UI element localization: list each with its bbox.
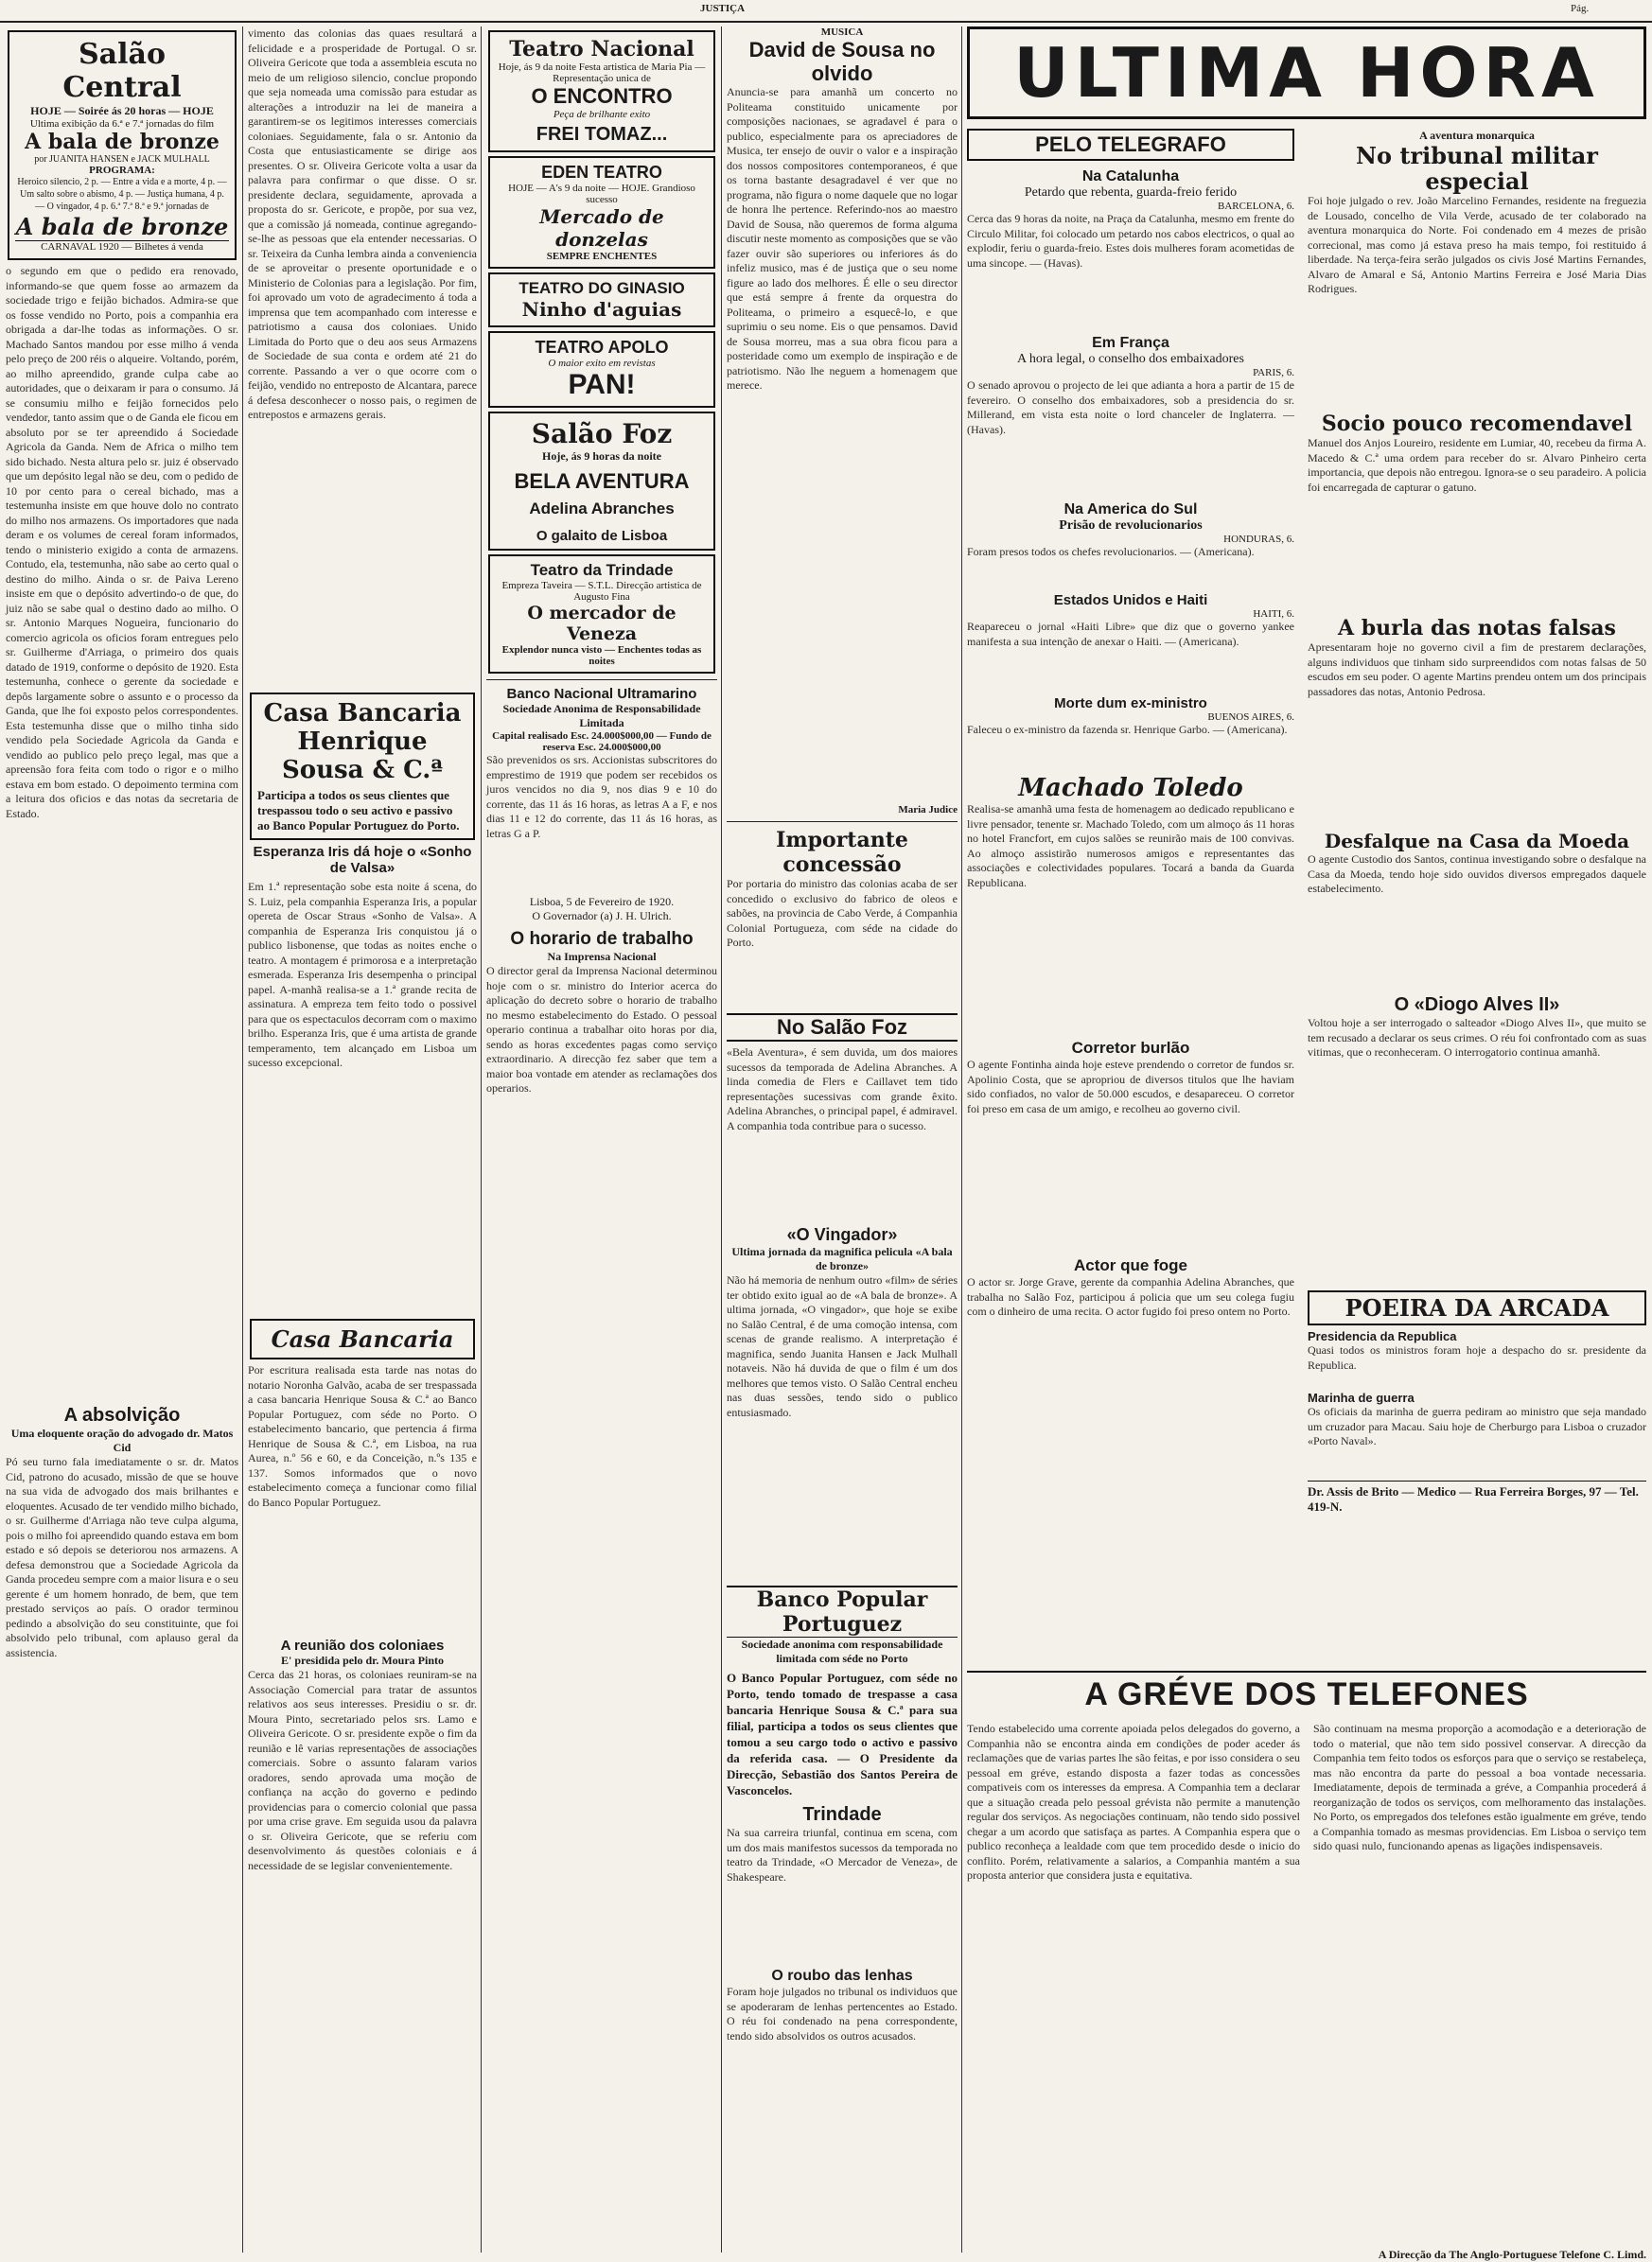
article-body: Voltou hoje a ser interrogado o salteador «Diogo Alves II», que muito se tem recusado a declarar os seus crimes. O réu foi confrontado com as suas vitimas, que o reconheceram. O interrogatorio continua amanhã. [1308, 1016, 1646, 1059]
article-body: vimento das colonias das quaes resultará a felicidade e a prosperidade de Portugal. O sr. Oliveira Gericote que toda a assembleia escuta no meio de um religioso silencio, conclue propondo que seja nomeada uma comissão para estudar as alterações a introduzir na lei de maneira a garantirem-se os legitimos interesses comerciais coloniaes. Seguidamente, fala o sr. Antonio da Costa que entusiasticamente se dirige aos presentes. O sr. Oliveira Gericote volta a usar da palavra para confirmar o que disse. O sr. presidente declara, seguidamente, aprovada a proposta do sr. Gericote, e propõe, por sua vez, que a comissão já nomeada, continue agregando-se-lhe as pessoas que ela entender necessarias. O sr. Teixeira da Cunha lembra ainda a conveniencia de se aproveitar o presente oportunidade e o Ministerio de Colonias para a legislação. Por fim, foi aprovado um voto de agradecimento á toda a imprensa que tem acompanhado com interesse e patriotismo a causa dos coloniaes. Unido Limitada do Porto que o deu aos seus Armazens de Sociedade de sua conta e ordem até 21 do corrente. Passando a ver o que ocorre com o feijão, vendido no entreposto de Alcantara, parece á defesa desconhecer o nosso pais, o regimen de entrepostos e armazens gerais. [248, 26, 477, 421]
trindade-title: Teatro da Trindade [530, 561, 674, 579]
absolvicao-title: A absolvição [63, 1405, 181, 1426]
apolo-play: PAN! [568, 369, 636, 400]
article-body: O agente Custodio dos Santos, continua investigando sobre o desfalque na Casa da Moeda, tendo hoje sido ouvidos diversos empregados daquele estabelecimento. [1308, 852, 1646, 895]
marinha-title: Marinha de guerra [1308, 1391, 1415, 1405]
banco-ultra-title: Banco Nacional Ultramarino [506, 686, 697, 702]
article-body: São prevenidos os srs. Accionistas subscritores do emprestimo de 1919 que podem ser recebidos os juros vencidos no dia 9, nos dias 9 e 10 do corrente, das 11 ás 16 horas, as letras A a F, e nos dias 11 e 12 do corrente, das 11 ás 16 horas, as letras G a P. [486, 753, 717, 840]
telegrafo-title: PELO TELEGRAFO [967, 129, 1294, 161]
column-rule [242, 26, 243, 2253]
salao-foz-play: BELA AVENTURA [514, 469, 690, 493]
article-body: Reapareceu o jornal «Haiti Libre» que diz que o governo yankee manifesta a sua intenção de anexar o Haiti. — (Americana). [967, 620, 1294, 648]
eden-sub: HOJE — A's 9 da noite — HOJE. Grandioso sucesso [508, 183, 695, 205]
poeira-title: POEIRA DA ARCADA [1308, 1290, 1646, 1325]
eden-title: EDEN TEATRO [541, 163, 662, 182]
ultima-hora-banner [967, 26, 1646, 119]
greve-signature: A Direcção da The Anglo-Portuguese Telefone C. Limd. [1378, 2248, 1646, 2261]
colonias-subtitle: E' presidida pelo dr. Moura Pinto [280, 1654, 445, 1667]
article-body: Pó seu turno fala imediatamente o sr. dr. Matos Cid, patrono do acusado, missão de que se houve na sua vida de advogado dos mais brilhantes e eloquentes. Acusado de ter vendido milho bichado, o sr. Guilherme d'Arriaga não teve culpa alguma, pois o milho foi apreendido quando estava em bom estado e só depois se deteriorou nos armazens. A defesa demonstrou que a Sociedade Agricola da Ganda procedeu sempre com a maior lisura e o seu gerente é um homem honrado, de bem, que tem prestado serviços ao país. O orador terminou pedindo a absolvição do seu constituinte, que foi absolvido pelo tribunal, com aplauso geral da assistencia. [6, 1455, 238, 1659]
concessao-title: Importante concessão [776, 828, 908, 877]
salao-foz-ad [488, 412, 715, 551]
teatro-nacional-play: O ENCONTRO [531, 84, 673, 108]
article-body: Manuel dos Anjos Loureiro, residente em Lumiar, 40, recebeu da firma A. Macedo & C.ª uma ordem para receber do sr. Alvaro Pinheiro certa importancia, que depois não entregou. Ignora-se o seu paradeiro. A policia foi encarregada de capturar o gatuno. [1308, 436, 1646, 494]
banco-ultra-governor: O Governador (a) J. H. Ulrich. [532, 909, 672, 922]
america-sul-title: Na America do Sul [1063, 501, 1198, 517]
column-1 [6, 26, 238, 2253]
socio-title: Socio pouco recomendavel [1321, 412, 1633, 436]
ginasio-ad [488, 272, 715, 327]
article-body: O senado aprovou o projecto de lei que adianta a hora a partir de 15 de fevereiro. O conselho dos embaixadores, sob a presidencia do sr. Millerand, em vista esta noite o lord chanceler de Inglaterra. — (Havas). [967, 378, 1294, 436]
barcelona-date: BARCELONA, 6. [1218, 201, 1294, 212]
exministro-title: Morte dum ex-ministro [1054, 695, 1207, 711]
article-body: Foram presos todos os chefes revolucionarios. — (Americana). [967, 545, 1255, 558]
article-body: Tendo estabelecido uma corrente apoiada pelos delegados do governo, a Companhia não se encontra ainda em condições de poder aceder ás reclamações que de varias partes lhe são feitas, e por isso considera o seu pessoal em gréve, estando disposta a fazer todas as concessões compativeis com os interesses da empresa. A Companhia tem a declarar que a situação creada pelo pessoal grévista não permite a manutenção regular dos serviços. As negociações continuam, não tendo sido possivel chegar a um acordo que satisfaça as partes. A Companhia espera que o publico reconheça a lealdade com que tem procedido desde o inicio do conflito. Porém, relativamente a salarios, a Companhia mantém a sua proposta anterior que considera justa e equitativa. [967, 1722, 1300, 1882]
burla-title: A burla das notas falsas [1338, 616, 1616, 640]
film-cast: por JUANITA HANSEN e JACK MULHALL [34, 154, 210, 165]
vingador-title: «O Vingador» [786, 1225, 898, 1244]
teatro-nacional-ad [488, 30, 715, 152]
casa-bancaria-title: Casa Bancaria [271, 1325, 454, 1353]
article-body: O agente Fontinha ainda hoje esteve prendendo o corretor de fundos sr. Apolinio Costa, que se apropriou de diversos titulos que lhe haviam sido confiados, no valor de 50.000 escudos, e desapareceu. O corretor foi preso em casa de um amigo, e recolheu ao governo civil. [967, 1058, 1294, 1115]
banco-pop-subtitle: Sociedade anonima com responsabilidade limitada com séde no Porto [741, 1638, 943, 1665]
presidencia-title: Presidencia da Republica [1308, 1329, 1457, 1343]
ultima-hora-title: ULTIMA HORA [1013, 33, 1600, 113]
film-title: A bala de bronze [25, 130, 220, 154]
america-sul-sub: Prisão de revolucionarios [1059, 518, 1203, 533]
article-body: o segundo em que o pedido era renovado, informando-se que quem fosse ao armazem da sociedade trigo e feijão bichados. Admira-se que os fosse vendido no Porto, pois a companhia era obrigada a dar-lhe todas as informações. O sr. Machado Santos mandou por esse milho á venda pelo preço de 200 réis o alqueire. Voltando, porém, ao milho apreendido, grande culpa cabe ao autoridades, que o deixaram ir para o consumo. Já se consumiu milho e feijão fornecidos pelo vendedor, tanto assim que o de Ganda ele ficou em absoluto por se ter apreendido á Sociedade Agricola da Ganda. Nem de Africa o milho tem sido bichado. Nesta altura pelo sr. juiz é observado que um depósito legal não se deu, com o pedido de 10 por cento para o cereal bichado, mas a testemunha insiste em que houve dolo no contrato do milho nos armazens. Os importadores que nada deram e os volumes de cereal foram informados, tendo o ministerio exigido a conta de armazens. Contudo, ela, testemunha, não sabe ao certo qual o destino do milho. Ainda o sr. de Paiva Lereno insiste em que o depósito advertindo-o de que, do juiz não se sabe qual o destino dado ao milho. O sr. Antonio Marques Nogueira, funcionario do comercio agricola os oficios foram entregues pelo sr. Guilherme d'Arriaga, o primeiro dos quais datado de 1919, conforme o depósito de 1920. Esta testemunha, conhece o gerente da sociedade e depôs largamente sobre o assunto e o processo da Ganda, que lhe foi exposto pelos correspondentes. Esta testemunha disse que o milho tinha sido vendido pela Sociedade Agricola da Ganda e vendido ao publico pelo preço legal, mas que a apreensão fora feita com todo o rigor e o milho estava em bom estado. O depoimento termina com a leitura dos oficios e das notas da secretaria de Estado. [6, 264, 238, 820]
banco-ultra-sub: Sociedade Anonima de Responsabilidade Limitada [502, 702, 701, 729]
column-rule [961, 26, 962, 2253]
salao-central-line1: HOJE — Soirée ás 20 horas — HOJE [30, 104, 214, 117]
article-body: Foi hoje julgado o rev. João Marcelino Fernandes, residente na freguezia de Lousado, concelho de Vila Verde, acusado de ter colaborado na aventura monarquica do Norte. Foi condenado em 4 mezes de prisão correcional, mas como já estava preso ha mais tempo, foi restituido á liberdade. Na terça-feira serão julgados os civis José Martins Fernandes, Alvaro de Amaral e Sá, Antonio Martins Ferreira e José Maria Dias Rodrigues. [1308, 194, 1646, 295]
honduras-date: HONDURAS, 6. [1223, 534, 1294, 545]
teatro-nacional-sub: Hoje, ás 9 da noite Festa artistica de Maria Pia — Representação unica de [498, 61, 706, 84]
catalunha-title: Na Catalunha [1081, 168, 1180, 184]
article-body: O director geral da Imprensa Nacional determinou hoje com o sr. ministro do Interior acerca do aplicação do decreto sobre o horario de trabalho no mesmo estabelecimento do Estado. O pessoal operario continua a trabalhar oito horas por dia, sendo as horas excedentes pagas como serviço extraordinario. A direcção fez saber que tem a maior boa vontade em atender as reclamações dos operarios. [486, 964, 717, 1095]
ginasio-title: TEATRO DO GINASIO [518, 279, 685, 297]
eden-ad [488, 156, 715, 269]
horario-title: O horario de trabalho [510, 929, 694, 949]
greve-title: A GRÉVE DOS TELEFONES [967, 1671, 1646, 1713]
article-body: Quasi todos os ministros foram hoje a despacho do sr. presidente da Republica. [1308, 1343, 1646, 1372]
david-title: David de Sousa no olvido [748, 38, 936, 85]
casa-henrique-title: Casa Bancaria Henrique Sousa & C.ª [263, 699, 462, 784]
colonias-title: A reunião dos coloniaes [280, 1638, 445, 1654]
column-rule [721, 26, 722, 2253]
casa-bancaria-ad [250, 1319, 475, 1359]
banco-ultra-capital: Capital realisado Esc. 24.000$000,00 — Fundo de reserva Esc. 24.000$000,00 [492, 730, 712, 753]
ginasio-play: Ninho d'aguias [521, 298, 682, 321]
roubo-title: O roubo das lenhas [771, 1968, 913, 1984]
article-body: Faleceu o ex-ministro da fazenda sr. Henrique Garbo. — (Americana). [967, 723, 1288, 736]
apolo-ad [488, 331, 715, 408]
teatro-nacional-title: Teatro Nacional [509, 37, 694, 61]
actor-title: Actor que foge [1074, 1256, 1187, 1274]
article-body: Na sua carreira triunfal, continua em scena, com um dos mais manifestos sucessos da temporada no teatro da Trindade, «O Mercador de Veneza», de Shakespeare. [727, 1826, 958, 1884]
salao-foz-sub: Hoje, ás 9 horas da noite [542, 449, 661, 463]
article-body: Cerca das 9 horas da noite, na Praça da Catalunha, mesmo em frente do Circulo Militar, foi colocado um petardo nos cabos electricos, o qual ao explodir, feriu o guarda-freio. Estes dois mulheres foram acometidas de uma sincope. — (Havas). [967, 212, 1294, 270]
article-body: Realisa-se amanhã uma festa de homenagem ao dedicado republicano e livre pensador, tenente sr. Machado Toledo, com um almoço ás 11 horas no hotel Francfort, em cujos salões se reunirão mais de 100 convivas. Ao almoço assistirão numerosos amigos e representantes das associações e colectividades populares. Tocará a banda da Guarda Republicana. [967, 802, 1294, 889]
banco-pop-text: O Banco Popular Portuguez, com séde no Porto, tendo tomado de trespasse a casa bancaria Henrique Sousa & C.ª para sua filial, participa a todos os seus clientes que tomou a seu cargo todo o activo e passivo da referida casa. — O Presidente da Direcção, Sebastião dos Santos Pereira de Vasconcelos. [727, 1671, 958, 1797]
teatro-nacional-play-sub: Peça de brilhante exito [553, 109, 651, 120]
franca-title: Em França [1092, 335, 1169, 351]
trindade-ad [488, 554, 715, 674]
apolo-title: TEATRO APOLO [535, 338, 669, 357]
article-body: «Bela Aventura», é sem duvida, um dos maiores sucessos da temporada de Adelina Abranches. A linda comedia de Flers e Caillavet tem tido representações sucessivas com grande êxito. Adelina Abranches, o principal papel, é admiravel. A companhia toda contribue para o sucesso. [727, 1045, 958, 1132]
diogo-title: O «Diogo Alves II» [1394, 994, 1560, 1015]
carnaval-line: CARNAVAL 1920 — Bilhetes á venda [15, 240, 229, 253]
col5-right [1308, 129, 1646, 1515]
esperanza-title: Esperanza Iris dá hoje o «Sonho de Valsa» [253, 844, 472, 876]
programa-label: PROGRAMA: [89, 165, 155, 176]
machado-title: Machado Toledo [1018, 774, 1243, 802]
apolo-sub: O maior exito em revistas [548, 358, 656, 369]
column-5 [967, 26, 1646, 2261]
assis-ad: Dr. Assis de Brito — Medico — Rua Ferreira Borges, 97 — Tel. 419-N. [1308, 1481, 1646, 1515]
episodes: Heroico silencio, 2 p. — Entre a vida e a morte, 4 p. — Um salto sobre o abismo, 4 p. — Justiça humana, 4 p. — O vingador, 4 p. 6.ª 7.ª 8.ª e 9.ª jornadas de [17, 177, 227, 212]
salao-central-line2: Ultima exibição da 6.ª e 7.ª jornadas do film [29, 118, 215, 130]
article-body: Por escritura realisada esta tarde nas notas do notario Noronha Galvão, acaba de ser trespassada a casa bancaria Henrique Sousa & C.ª ao Banco Popular Portuguez, com séde no Porto. O estabelecimento bancario, que pertencia á firma Henrique de Sousa & C.ª, em Lisboa, na rua Aurea, n.º 56 e 60, e da Conceição, n.ºs 135 e 137. Somos informados que o novo estabelecimento começa a funcionar como filial do Banco Popular Portuguez. [248, 1363, 477, 1509]
article-body: São continuam na mesma proporção a acomodação e a deterioração de todo o material, que não tem sido possivel conservar. A direcção da Companhia tem feito todos os esforços para que o serviço se restabeleça, mas não encontra da parte do pessoal a boa vontade necessaria. Imediatamente, depois de terminada a gréve, a Companhia procederá á reorganização de todos os serviços, com melhoramento das instalações. No Porto, os empregados dos telefones estão igualmente em gréve, tendo a Companhia tomado as mesmas providencias. Em Lisboa o serviço tem sido quasi nulo, funcionando apenas as ligações indispensaveis. [1313, 1722, 1646, 1852]
banco-pop-title: Banco Popular Portuguez [727, 1586, 958, 1638]
salao-central-title: Salão Central [62, 38, 182, 104]
ticker-right: Pág. [1571, 3, 1590, 14]
aventura-label: A aventura monarquica [1419, 129, 1535, 142]
franca-sub: A hora legal, o conselho dos embaixadores [1017, 352, 1244, 366]
trindade-title: Trindade [802, 1804, 882, 1825]
haiti-title: Estados Unidos e Haiti [1053, 592, 1208, 608]
paris-date: PARIS, 6. [1253, 367, 1294, 378]
article-body: Apresentaram hoje no governo civil a fim de prestarem declarações, alguns individuos que tinham sido surpreendidos com notas falsas de 50 escudos em seu poder. O agente Martins prendeu ontem um dos principais passadores das notas, Antonio Pedrosa. [1308, 640, 1646, 698]
article-body: Cerca das 21 horas, os coloniaes reuniram-se na Associação Comercial para tratar de assuntos relativos aos seus interesses. Presidiu o sr. dr. Moura Pinto, secretariado pelos srs. Lamo e Oliveira Gericote. O sr. presidente expõe o fim da reunião e lê varias representações de associações comerciais. Sobre o assunto falaram varios oradores, sendo aprovada uma moção de confiança na acção do governo e pedindo providencias para o comercio colonial que passa por uma crise grave. Em seguida usou da palavra o sr. Oliveira Gericote, que se referiu com desenvolvimento ás questões coloniais e á necessidade de se legislar convenientemente. [248, 1668, 477, 1872]
buenos-date: BUENOS AIRES, 6. [1207, 711, 1294, 723]
corretor-title: Corretor burlão [1071, 1039, 1190, 1057]
article-body: Por portaria do ministro das colonias acaba de ser concedido o exclusivo do fabrico de oleos e sabões, na provincia de Cabo Verde, á Companhia Colonial Portugueza, com séde na cidade do Porto. [727, 877, 958, 949]
trindade-note: Explendor nunca visto — Enchentes todas as noites [501, 644, 702, 667]
col5-left [967, 129, 1294, 1408]
eden-note: SEMPRE ENCHENTES [546, 251, 658, 262]
article-body: Em 1.ª representação sobe esta noite á scena, do S. Luiz, pela companhia Esperanza Iris, a popular opereta de Oscar Straus «Sonho de Valsa». A companhia de Esperanza Iris conquistou já o publico lisbonense, que todas as noites enche o teatro. A montagem é primorosa e a interpretação esmerada. Esperanza Iris desempenha o principal papel. A-manhã realisa-se a 1.ª grande recita de assinatura. A empreza tem feito todo o possivel para que os espectaculos decorram com o maximo brilho. Esperanza Iris, que é uma artista de grande temperamento, tem alcançado em Lisboa um sucesso excepcional. [248, 880, 477, 1069]
signature: Maria Judice [898, 804, 958, 815]
catalunha-sub: Petardo que rebenta, guarda-freio ferido [1024, 185, 1238, 200]
article-body: Não há memoria de nenhum outro «film» de séries ter obtido exito igual ao de «A bala de bronze». A ultima jornada, «O vingador», que hoje se exibe no Salão Central, é de uma comoção intensa, com scenas de grande realismo. A interpretação é magnifica, sendo Juanita Hansen e Jack Mulhall notaveis. Não há duvida de que o film é um dos melhores que temos visto. O Salão Central encheu nas duas sessões, tendo sido o publico entusiasmado. [727, 1273, 958, 1419]
casa-henrique-text: Participa a todos os seus clientes que trespassou todo o seu activo e passivo ao Banco Popular Portuguez do Porto. [257, 788, 460, 833]
eden-play: Mercado de donzelas [539, 205, 664, 251]
trindade-sub: Empreza Taveira — S.T.L. Direcção artistica de Augusto Fina [501, 580, 702, 603]
salao-foz-star: Adelina Abranches [529, 500, 675, 517]
ticker-left: JUSTIÇA [700, 3, 746, 14]
frei-tomaz: FREI TOMAZ... [536, 124, 668, 145]
greve-body [967, 1722, 1646, 2242]
film-title-2: A bala de bronze [15, 213, 229, 240]
column-rule [481, 26, 482, 2253]
column-3 [486, 26, 717, 2253]
article-body: Anuncia-se para amanhã um concerto no Politeama constituido unicamente por composições nacionaes, se agradavel é para o publico, especialmente para os apreciadores de Musica, ter ensejo de ouvir o valor e a inspiração dos nossos compositores contemporaneos, é que os torna bastante desagradavel é ver que no programa, não figura o nome daquele que no logar de honra lhe pertence. Referindo-nos ao maestro David de Sousa, não queremos de forma alguma discutir neste momento as composições que se vão fazer ouvir são superiores ou inferiores ás do infeliz musico, mas é de justiça que o seu nome figure ao lado dos melhores. É elle o seu director que está sempre á frente da orquestra do Politeama, o primeiro a esquecê-lo, e que suprimiu o seu nome. Eis o que pensamos. David de Sousa morreu, mas a sua obra ficou para a posteridade como um exemplo de inspiração e de patriotismo. Não lhe neguem a homenagem que merece. [727, 85, 958, 392]
tribunal-title: No tribunal militar especial [1356, 142, 1598, 195]
no-salao-foz-title: No Salão Foz [727, 1013, 958, 1042]
article-body: O actor sr. Jorge Grave, gerente da companhia Adelina Abranches, que trabalha no Salão Foz, participou á policia que um seu colega fugiu com o dinheiro de uma recita. O actor fugido foi preso ontem no Porto. [967, 1275, 1294, 1318]
haiti-date: HAITI, 6. [1253, 608, 1294, 620]
salao-foz-title: Salão Foz [531, 418, 673, 449]
horario-sub: Na Imprensa Nacional [547, 950, 657, 963]
top-strip [0, 0, 1652, 23]
article-body: Os oficiais da marinha de guerra pediram ao ministro que seja mandado um cruzador para Macau. Saiu hoje de Cherburgo para Lisboa o cruzador «Porto Naval». [1308, 1405, 1646, 1447]
music-label: MUSICA [820, 26, 864, 38]
vingador-subtitle: Ultima jornada da magnifica pelicula «A bala de bronze» [731, 1245, 953, 1272]
desfalque-title: Desfalque na Casa da Moeda [1324, 830, 1630, 852]
article-body: Foram hoje julgados no tribunal os individuos que se apoderaram de lenhas pertencentes ao Estado. O réu foi condenado na pena correspondente, tendo sido absolvidos os outros acusados. [727, 1985, 958, 2043]
casa-henrique-ad [250, 693, 475, 840]
column-4 [727, 26, 958, 2253]
galo-title: O galaito de Lisboa [536, 528, 668, 544]
salao-central-ad [8, 30, 237, 260]
trindade-play: O mercador de Veneza [527, 603, 677, 644]
absolvicao-subtitle: Uma eloquente oração do advogado dr. Matos Cid [10, 1427, 234, 1454]
banco-ultra-date: Lisboa, 5 de Fevereiro de 1920. [529, 895, 675, 908]
column-2 [248, 26, 477, 2253]
